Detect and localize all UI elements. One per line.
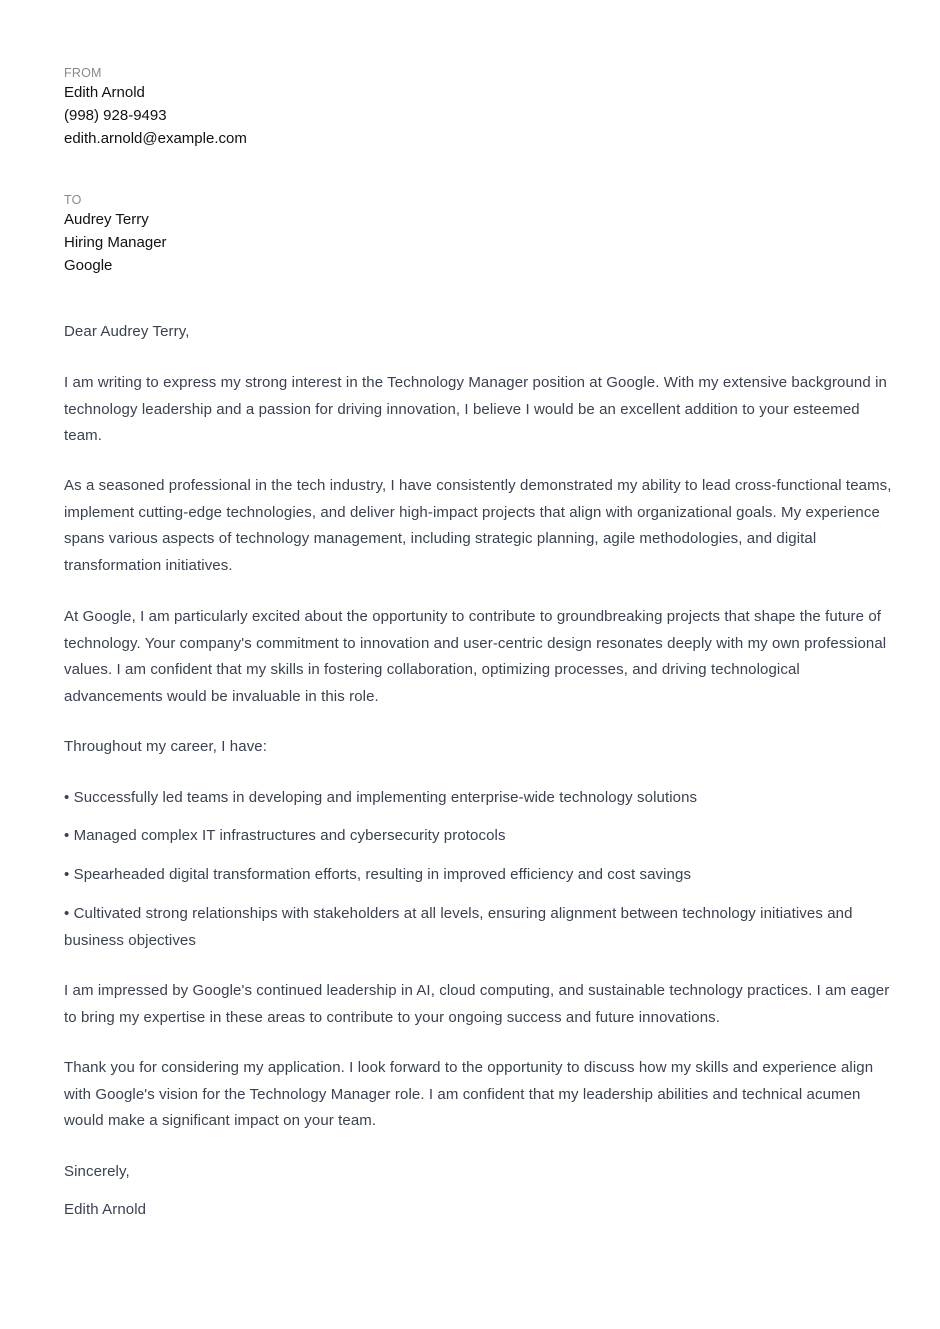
sender-block [64, 65, 247, 150]
sender-name: Edith Arnold [64, 84, 145, 101]
paragraph-motivation: At Google, I am particularly excited about the opportunity to contribute to groundbreaking projects that shape the future of technology. Your company's commitment to innovation and user-centric design resonates deeply with my own professional values. I am confident that my skills in fostering collaboration, optimizing processes, and driving technological advancements would be invaluable in this role. [64, 608, 887, 705]
signature: Edith Arnold [64, 1201, 147, 1218]
salutation: Dear Audrey Terry, [64, 323, 190, 340]
recipient-company: Google [64, 257, 113, 274]
list-item: • Managed complex IT infrastructures and cybersecurity protocols [64, 823, 900, 850]
signoff: Sincerely, [64, 1163, 130, 1180]
sender-email: edith.arnold@example.com [64, 130, 247, 147]
list-item: • Spearheaded digital transformation efforts, resulting in improved efficiency and cost savings [64, 862, 900, 889]
from-label: FROM [64, 66, 102, 80]
list-item: • Cultivated strong relationships with stakeholders at all levels, ensuring alignment between technology initiatives and business objectives [64, 901, 900, 954]
recipient-title: Hiring Manager [64, 234, 167, 251]
recipient-block [64, 192, 167, 277]
paragraph-impressed: I am impressed by Google's continued leadership in AI, cloud computing, and sustainable technology practices. I am eager to bring my expertise in these areas to contribute to your ongoing success and future innovations. [64, 982, 890, 1026]
paragraph-experience: As a seasoned professional in the tech industry, I have consistently demonstrated my ability to lead cross-functional teams, implement cutting-edge technologies, and deliver high-impact projects that align with organizational goals. My experience spans various aspects of technology management, including strategic planning, agile methodologies, and digital transformation initiatives. [64, 477, 892, 574]
list-item: • Successfully led teams in developing and implementing enterprise-wide technology solutions [64, 785, 900, 812]
paragraph-thanks: Thank you for considering my application. I look forward to the opportunity to discuss how my skills and experience align with Google's vision for the Technology Manager role. I am confident that my leadership abilities and technical acumen would make a significant impact on your team. [64, 1059, 874, 1129]
recipient-name: Audrey Terry [64, 211, 149, 228]
sender-phone: (998) 928-9493 [64, 107, 167, 124]
paragraph-career-lead: Throughout my career, I have: [64, 738, 268, 755]
paragraph-intro: I am writing to express my strong interest in the Technology Manager position at Google. With my extensive background in technology leadership and a passion for driving innovation, I believe I would be an excellent addition to your esteemed team. [64, 374, 887, 444]
to-label: TO [64, 193, 82, 207]
